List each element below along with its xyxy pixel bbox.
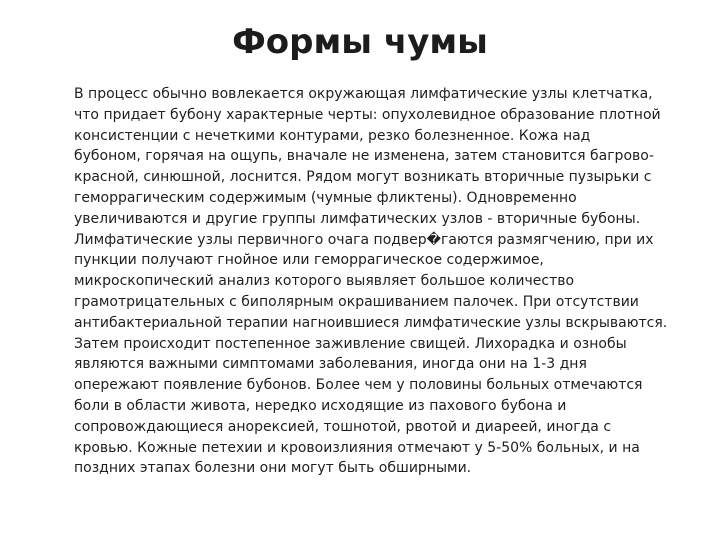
body-line: что придает бубону характерные черты: опухолевидное образование плотной	[74, 106, 661, 123]
body-line: увеличиваются и другие группы лимфатических узлов - вторичные бубоны.	[74, 210, 641, 227]
body-line: поздних этапах болезни они могут быть обширными.	[74, 460, 472, 477]
body-line: красной, синюшной, лоснится. Рядом могут возникать вторичные пузырьки с	[74, 169, 652, 186]
body-line: Лимфатические узлы первичного очага подвер�гаются размягчению, при их	[74, 231, 654, 248]
body-line: грамотрицательных с биполярным окрашиванием палочек. При отсутствии	[74, 293, 639, 310]
body-line: бубоном, горячая на ощупь, вначале не изменена, затем становится багрово-	[74, 148, 654, 165]
body-line: сопровождающиеся анорексией, тошнотой, рвотой и диареей, иногда с	[74, 418, 612, 435]
slide-title: Формы чумы	[232, 22, 488, 62]
body-line: антибактериальной терапии нагноившиеся лимфатические узлы вскрываются.	[74, 314, 668, 331]
body-line: опережают появление бубонов. Более чем у половины больных отмечаются	[74, 377, 643, 394]
body-line: микроскопический анализ которого выявляет большое количество	[74, 273, 575, 290]
body-line: являются важными симптомами заболевания, иногда они на 1-3 дня	[74, 356, 587, 373]
slide-body-text	[74, 84, 686, 479]
body-line: боли в области живота, нередко исходящие из пахового бубона и	[74, 397, 567, 414]
body-line: Затем происходит постепенное заживление свищей. Лихорадка и ознобы	[74, 335, 627, 352]
body-line: пункции получают гнойное или геморрагическое содержимое,	[74, 252, 544, 269]
body-line: кровью. Кожные петехии и кровоизлияния отмечают у 5-50% больных, и на	[74, 439, 640, 456]
body-line: консистенции с нечеткими контурами, резко болезненное. Кожа над	[74, 127, 591, 144]
body-line: геморрагическим содержимым (чумные фликтены). Одновременно	[74, 189, 577, 206]
body-line: В процесс обычно вовлекается окружающая лимфатические узлы клетчатка,	[74, 86, 653, 102]
